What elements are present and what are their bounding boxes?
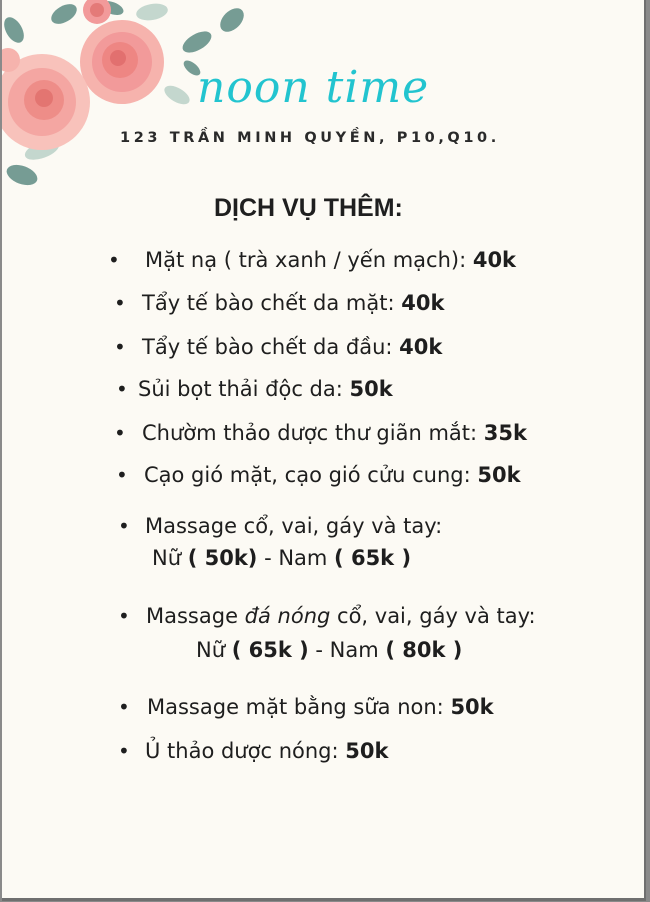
rose-icon — [2, 0, 164, 150]
service-price: 50k — [477, 463, 521, 487]
service-price: 50k — [450, 695, 494, 719]
service-item — [147, 693, 494, 721]
bullet: • — [118, 739, 130, 763]
menu-page — [2, 0, 646, 901]
service-item — [145, 246, 516, 274]
bullet: • — [114, 335, 126, 359]
service-item — [142, 419, 527, 447]
brand-logo: noon time — [197, 62, 430, 113]
service-price: 40k — [399, 335, 443, 359]
service-name: Mặt nạ ( trà xanh / yến mạch): — [145, 248, 473, 272]
service-name: Tẩy tế bào chết da đầu: — [142, 335, 400, 359]
service-name: Tẩy tế bào chết da mặt: — [142, 291, 402, 315]
bullet: • — [108, 248, 120, 272]
service-price-line — [196, 636, 462, 664]
service-name: Chườm thảo dược thư giãn mắt: — [142, 421, 484, 445]
male-price: ( 80k ) — [385, 638, 463, 662]
service-price: 40k — [401, 291, 445, 315]
service-item — [144, 461, 521, 489]
service-name: Massage mặt bằng sữa non: — [147, 695, 451, 719]
address: 123 TRẦN MINH QUYỀN, P10,Q10. — [120, 130, 500, 146]
bullet: • — [114, 421, 126, 445]
bullet: • — [114, 291, 126, 315]
service-item — [145, 512, 442, 540]
female-price: ( 65k ) — [231, 638, 309, 662]
bullet: • — [118, 514, 130, 538]
section-heading: DỊCH VỤ THÊM: — [214, 194, 403, 222]
service-name: Massage cổ, vai, gáy và tay: — [145, 514, 443, 538]
service-item — [145, 737, 388, 765]
service-price-line — [152, 544, 411, 572]
service-price: 50k — [349, 377, 393, 401]
female-label: Nữ — [152, 546, 188, 570]
service-name-post: cổ, vai, gáy và tay: — [330, 604, 536, 628]
male-price: ( 65k ) — [334, 546, 412, 570]
service-name-emphasis: đá nóng — [244, 604, 331, 628]
bullet: • — [116, 377, 128, 401]
female-label: Nữ — [196, 638, 232, 662]
bullet: • — [118, 604, 130, 628]
service-item — [138, 375, 393, 403]
service-price: 40k — [472, 248, 517, 272]
male-label: - Nam — [257, 546, 335, 570]
service-item — [142, 289, 444, 317]
service-name: Cạo gió mặt, cạo gió cửu cung: — [144, 463, 478, 487]
bullet: • — [116, 463, 128, 487]
service-item — [146, 602, 536, 630]
female-price: ( 50k) — [187, 546, 258, 570]
male-label: - Nam — [308, 638, 386, 662]
service-item — [142, 333, 442, 361]
service-name: Sủi bọt thải độc da: — [138, 377, 350, 401]
service-price: 35k — [483, 421, 527, 445]
service-name-pre: Massage — [146, 604, 245, 628]
service-name: Ủ thảo dược nóng: — [145, 739, 346, 763]
bullet: • — [118, 695, 130, 719]
service-price: 50k — [345, 739, 389, 763]
